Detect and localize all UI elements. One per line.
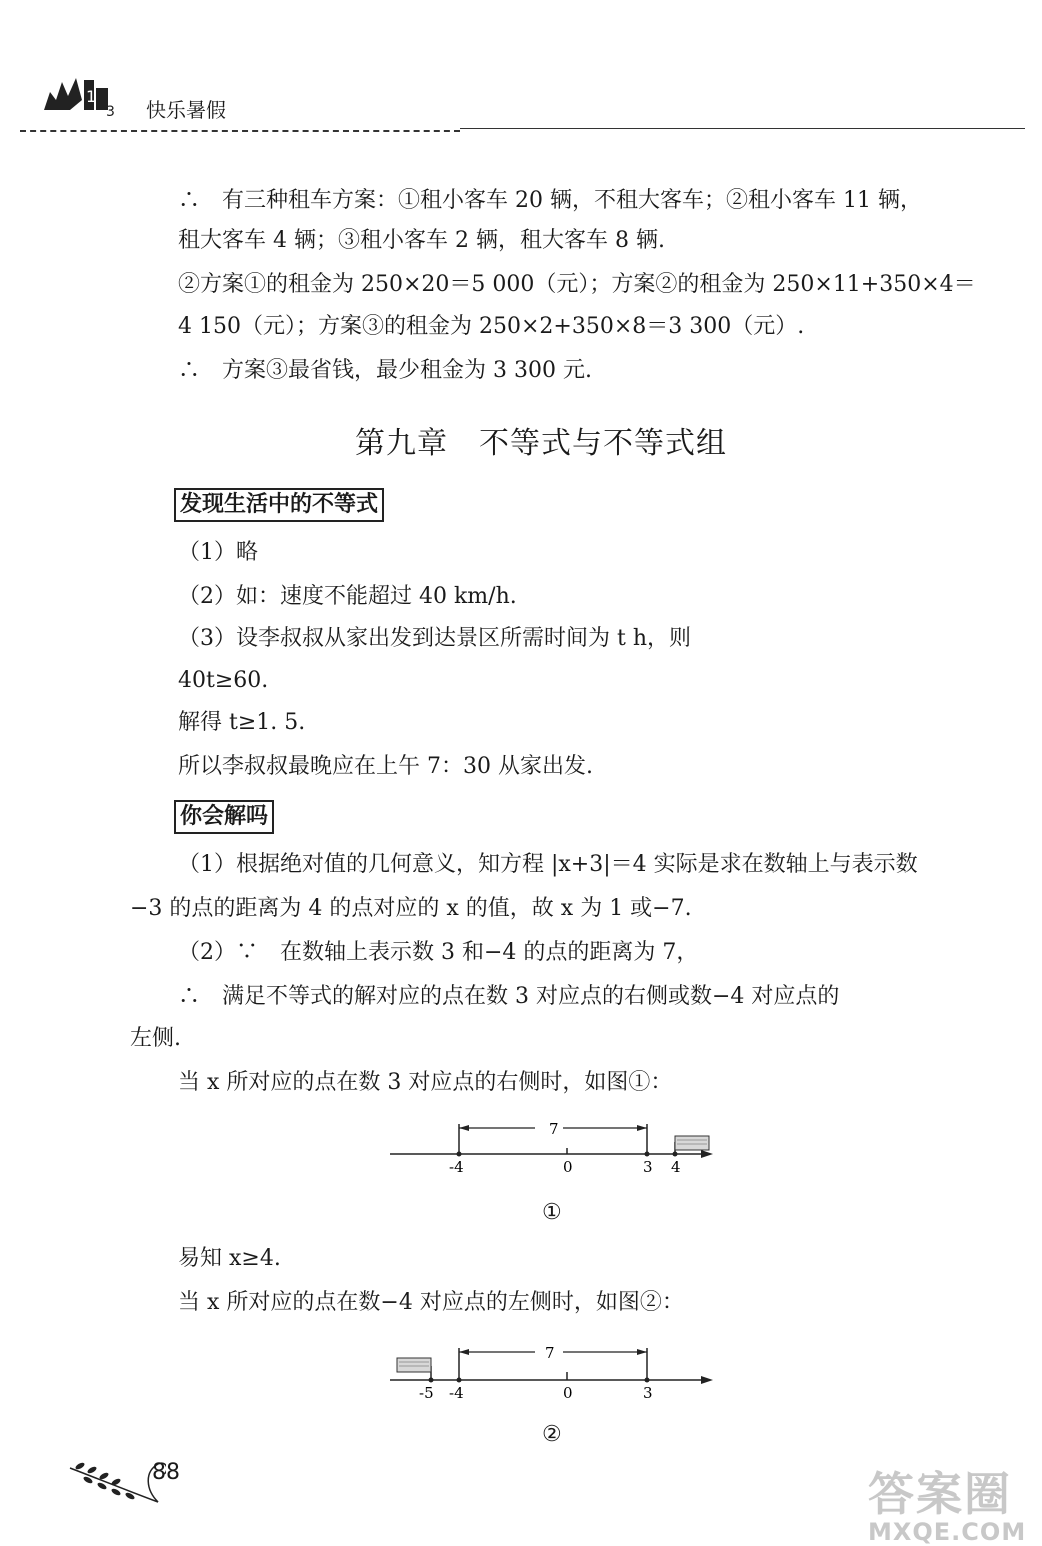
section-heading: 你会解吗 — [174, 800, 274, 834]
list-item: （2）如：速度不能超过 40 km/h. — [178, 584, 517, 609]
paragraph-line: ∴ 满足不等式的解对应的点在数 3 对应点的右侧或数−4 对应点的 — [178, 984, 840, 1009]
arrow-icon — [701, 1376, 713, 1384]
header-title: 快乐暑假 — [146, 98, 226, 122]
tick-label: -4 — [449, 1158, 464, 1176]
paragraph-line: （1）根据绝对值的几何意义，知方程 |x+3|＝4 实际是求在数轴上与表示数 — [178, 852, 918, 877]
distance-label: 7 — [549, 1120, 559, 1138]
arrow-icon — [701, 1150, 713, 1158]
list-item: 40t≥60. — [178, 668, 269, 693]
tick-label: 3 — [643, 1384, 653, 1402]
page-number: 88 — [152, 1460, 180, 1485]
paragraph-line: −3 的点的距离为 4 的点对应的 x 的值，故 x 为 1 或−7. — [130, 896, 692, 921]
watermark — [868, 1467, 1027, 1546]
distance-label: 7 — [545, 1344, 555, 1362]
tick-label: 0 — [563, 1384, 573, 1402]
list-item: 解得 t≥1. 5. — [178, 710, 306, 735]
vine-ornament-icon — [66, 1450, 166, 1510]
text-line: 4 150（元）；方案③的租金为 250×2+350×8＝3 300（元）. — [178, 314, 805, 339]
tick-label: 3 — [643, 1158, 653, 1176]
svg-text:1: 1 — [86, 87, 97, 106]
number-line-figure-1 — [385, 1110, 725, 1180]
list-item: 所以李叔叔最晚应在上午 7：30 从家出发. — [178, 754, 593, 779]
paragraph-line: 易知 x≥4. — [178, 1246, 281, 1271]
svg-text:3: 3 — [106, 104, 115, 118]
tick-label: 4 — [671, 1158, 681, 1176]
list-item: （3）设李叔叔从家出发到达景区所需时间为 t h，则 — [178, 626, 691, 651]
header-dashed-rule — [20, 130, 460, 132]
header-logo-icon — [40, 70, 120, 118]
text-line: ∴ 方案③最省钱，最少租金为 3 300 元. — [178, 358, 592, 383]
list-item: （1）略 — [178, 540, 258, 565]
paragraph-line: 左侧. — [130, 1026, 181, 1051]
text-line: 租大客车 4 辆；③租小客车 2 辆，租大客车 8 辆. — [178, 228, 665, 253]
figure-caption: ② — [542, 1422, 562, 1447]
section-heading: 发现生活中的不等式 — [174, 488, 384, 522]
paragraph-line: （2）∵ 在数轴上表示数 3 和−4 的点的距离为 7， — [178, 940, 699, 965]
number-line-figure-2 — [385, 1336, 725, 1406]
figure-caption: ① — [542, 1200, 562, 1225]
watermark-logo-text: 答案圈 — [868, 1467, 1012, 1521]
watermark-url: MXQE.COM — [868, 1518, 1027, 1546]
header-solid-rule — [460, 128, 1025, 129]
tick-label: 0 — [563, 1158, 573, 1176]
tick-label: -5 — [419, 1384, 434, 1402]
tick-label: -4 — [449, 1384, 464, 1402]
chapter-title: 第九章 不等式与不等式组 — [355, 426, 727, 461]
paragraph-line: 当 x 所对应的点在数 3 对应点的右侧时，如图①： — [178, 1070, 673, 1095]
text-line: ∴ 有三种租车方案：①租小客车 20 辆，不租大客车；②租小客车 11 辆， — [178, 188, 922, 213]
paragraph-line: 当 x 所对应的点在数−4 对应点的左侧时，如图②： — [178, 1290, 684, 1315]
text-line: ②方案①的租金为 250×20＝5 000（元）；方案②的租金为 250×11+350×4＝ — [178, 272, 976, 297]
